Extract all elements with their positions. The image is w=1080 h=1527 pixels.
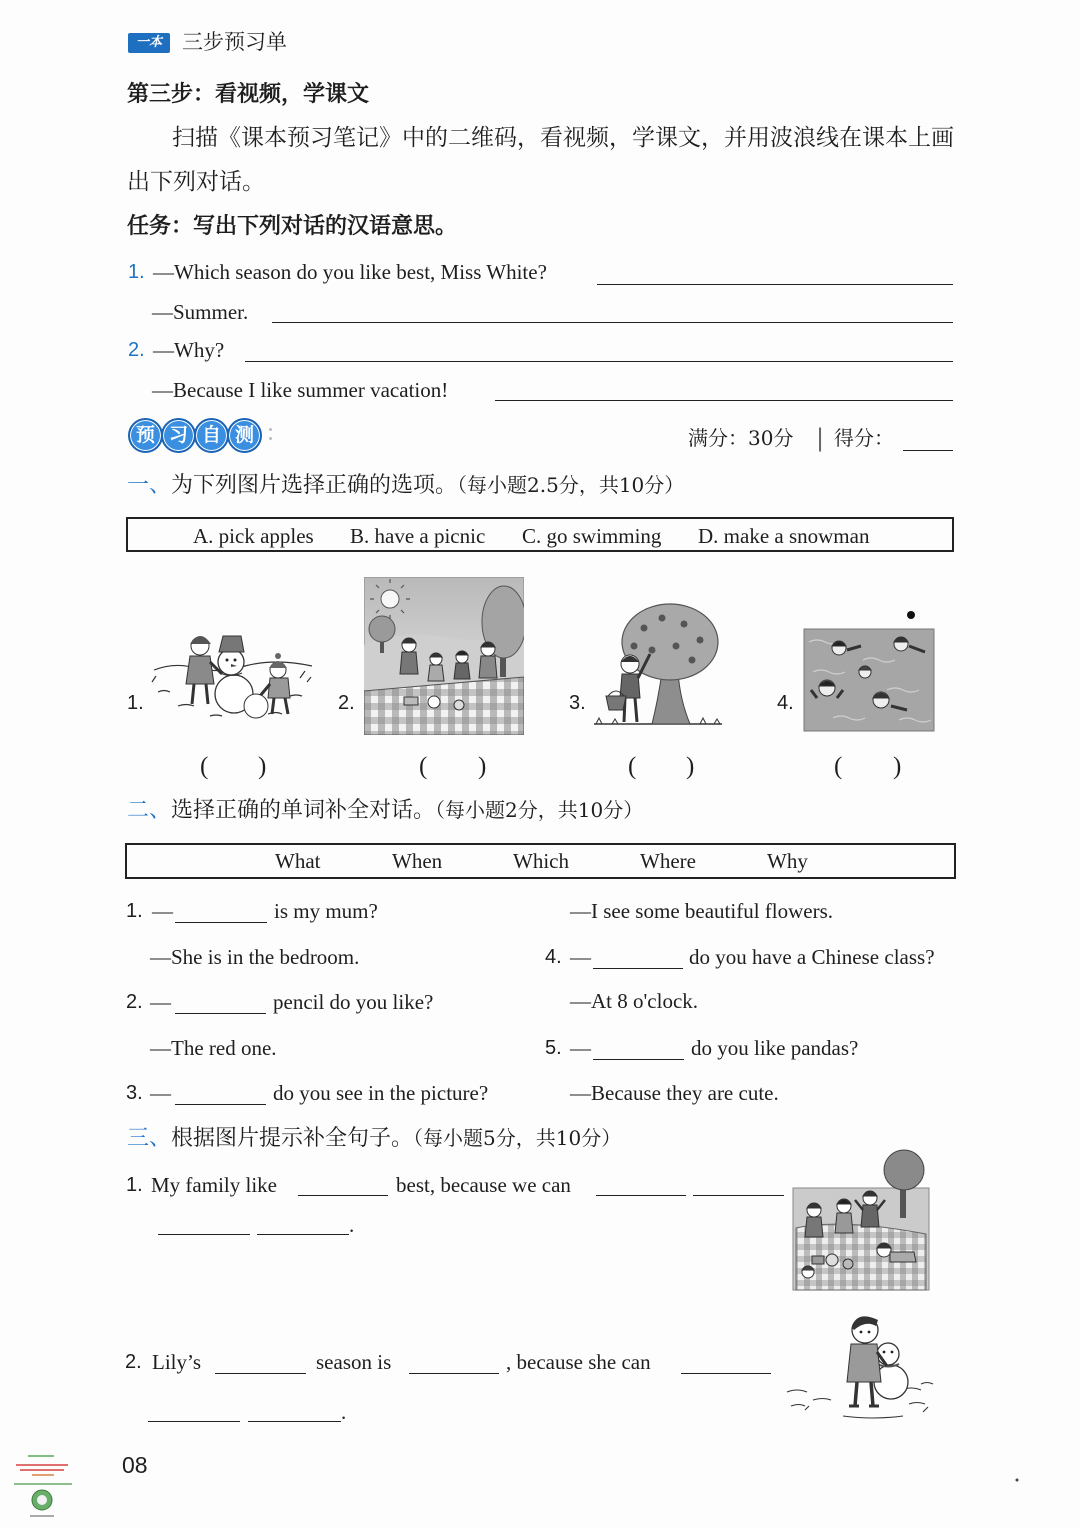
question-number: 2. xyxy=(125,1351,142,1373)
score-separator: | xyxy=(816,424,825,452)
badge-dot xyxy=(269,437,272,440)
question-text: is my mum? xyxy=(274,899,378,923)
answer-blank xyxy=(409,1373,499,1374)
brand-logo: 一本 xyxy=(128,33,170,53)
sentence-text: season is xyxy=(316,1350,392,1374)
question-dash: — xyxy=(150,990,171,1014)
picture-number: 4. xyxy=(777,692,794,714)
answer-blank xyxy=(248,1421,341,1422)
part1-heading: 一、为下列图片选择正确的选项。（每小题2.5分，共10分） xyxy=(127,473,685,498)
self-test-badge xyxy=(128,418,260,453)
question-dash: — xyxy=(570,1036,591,1060)
part3-heading: 三、根据图片提示补全句子。（每小题5分，共10分） xyxy=(127,1126,622,1151)
answer-blank xyxy=(596,1195,686,1196)
option-b: B. have a picnic xyxy=(350,524,486,548)
question-number: 1. xyxy=(126,900,143,922)
speck xyxy=(1014,1477,1020,1483)
sentence-text: , because she can xyxy=(506,1350,651,1374)
badge-char: 测 xyxy=(227,418,262,453)
answer-bracket-open: ( xyxy=(834,753,843,780)
picture-number: 1. xyxy=(127,692,144,714)
reply-text: —At 8 o'clock. xyxy=(570,989,699,1013)
word-bank-item: What xyxy=(275,849,321,873)
picnic-picture xyxy=(364,577,524,735)
question-number: 3. xyxy=(126,1082,143,1104)
picture-number: 3. xyxy=(569,692,586,714)
sentence-text: Lily’s xyxy=(152,1350,202,1374)
page-number: 08 xyxy=(122,1452,148,1478)
answer-blank xyxy=(593,968,683,969)
part2-heading: 二、选择正确的单词补全对话。（每小题2分，共10分） xyxy=(127,798,644,823)
sentence-end: . xyxy=(341,1400,347,1424)
badge-dot xyxy=(269,428,272,431)
answer-blank xyxy=(215,1373,306,1374)
snowman-picture xyxy=(150,612,315,722)
answer-bracket-close: ) xyxy=(686,753,695,780)
answer-blank xyxy=(245,361,953,362)
apple-tree-picture xyxy=(592,600,724,732)
question-number: 2. xyxy=(126,991,143,1013)
answer-blank xyxy=(272,322,953,323)
badge-char: 预 xyxy=(128,418,163,453)
answer-bracket-close: ) xyxy=(258,753,267,780)
answer-blank xyxy=(175,1104,266,1105)
answer-bracket-open: ( xyxy=(419,753,428,780)
answer-blank xyxy=(597,284,953,285)
answer-blank xyxy=(495,400,953,401)
swimming-picture xyxy=(803,628,935,732)
answer-blank xyxy=(593,1059,684,1060)
instruction-line-2: 出下列对话。 xyxy=(127,169,265,195)
reply-text: —Because they are cute. xyxy=(570,1081,779,1105)
dialogue-line: —Because I like summer vacation! xyxy=(152,378,449,402)
answer-bracket-open: ( xyxy=(628,753,637,780)
answer-bracket-close: ) xyxy=(478,753,487,780)
dialogue-number: 2. xyxy=(128,339,145,361)
word-bank-item: Which xyxy=(513,849,569,873)
sentence-text: My family like xyxy=(151,1173,277,1197)
ink-dot xyxy=(906,610,916,620)
reply-text: —She is in the bedroom. xyxy=(150,945,360,969)
answer-blank xyxy=(298,1195,388,1196)
question-text: do you see in the picture? xyxy=(273,1081,489,1105)
question-dash: — xyxy=(570,945,591,969)
dialogue-number: 1. xyxy=(128,261,145,283)
score-label: 得分： xyxy=(834,426,894,450)
option-c: C. go swimming xyxy=(522,524,662,548)
badge-char: 自 xyxy=(194,418,229,453)
answer-blank xyxy=(148,1421,240,1422)
score-blank xyxy=(903,450,953,451)
dialogue-line: —Why? xyxy=(153,338,225,362)
answer-blank xyxy=(158,1234,250,1235)
question-text: do you have a Chinese class? xyxy=(689,945,935,969)
family-picnic-picture xyxy=(792,1148,930,1293)
full-score: 满分：30分 xyxy=(688,426,794,450)
picture-number: 2. xyxy=(338,692,355,714)
option-d: D. make a snowman xyxy=(698,524,870,548)
word-bank-item: When xyxy=(392,849,443,873)
sentence-end: . xyxy=(349,1213,355,1237)
girl-snowman-picture xyxy=(783,1308,938,1423)
series-title: 三步预习单 xyxy=(182,30,287,54)
reply-text: —I see some beautiful flowers. xyxy=(570,899,834,923)
badge-char: 习 xyxy=(161,418,196,453)
answer-blank xyxy=(693,1195,784,1196)
word-bank-item: Why xyxy=(767,849,808,873)
dialogue-line: —Which season do you like best, Miss White? xyxy=(153,260,547,284)
watermark-logo xyxy=(10,1452,76,1522)
question-text: pencil do you like? xyxy=(273,990,434,1014)
answer-blank xyxy=(175,1013,266,1014)
answer-blank xyxy=(681,1373,771,1374)
answer-bracket-open: ( xyxy=(200,753,209,780)
step-heading: 第三步：看视频，学课文 xyxy=(127,82,370,107)
word-bank-item: Where xyxy=(640,849,696,873)
question-dash: — xyxy=(152,899,173,923)
question-number: 4. xyxy=(545,946,562,968)
reply-text: —The red one. xyxy=(150,1036,277,1060)
sentence-text: best, because we can xyxy=(396,1173,571,1197)
task-heading: 任务：写出下列对话的汉语意思。 xyxy=(127,214,458,239)
question-dash: — xyxy=(150,1081,171,1105)
question-number: 5. xyxy=(545,1037,562,1059)
answer-blank xyxy=(175,922,267,923)
answer-blank xyxy=(257,1234,349,1235)
option-a: A. pick apples xyxy=(193,524,314,548)
instruction-line-1: 扫描《课本预习笔记》中的二维码，看视频，学课文，并用波浪线在课本上画 xyxy=(172,125,954,151)
answer-bracket-close: ) xyxy=(893,753,902,780)
question-number: 1. xyxy=(126,1174,143,1196)
question-text: do you like pandas? xyxy=(691,1036,859,1060)
dialogue-line: —Summer. xyxy=(152,300,249,324)
